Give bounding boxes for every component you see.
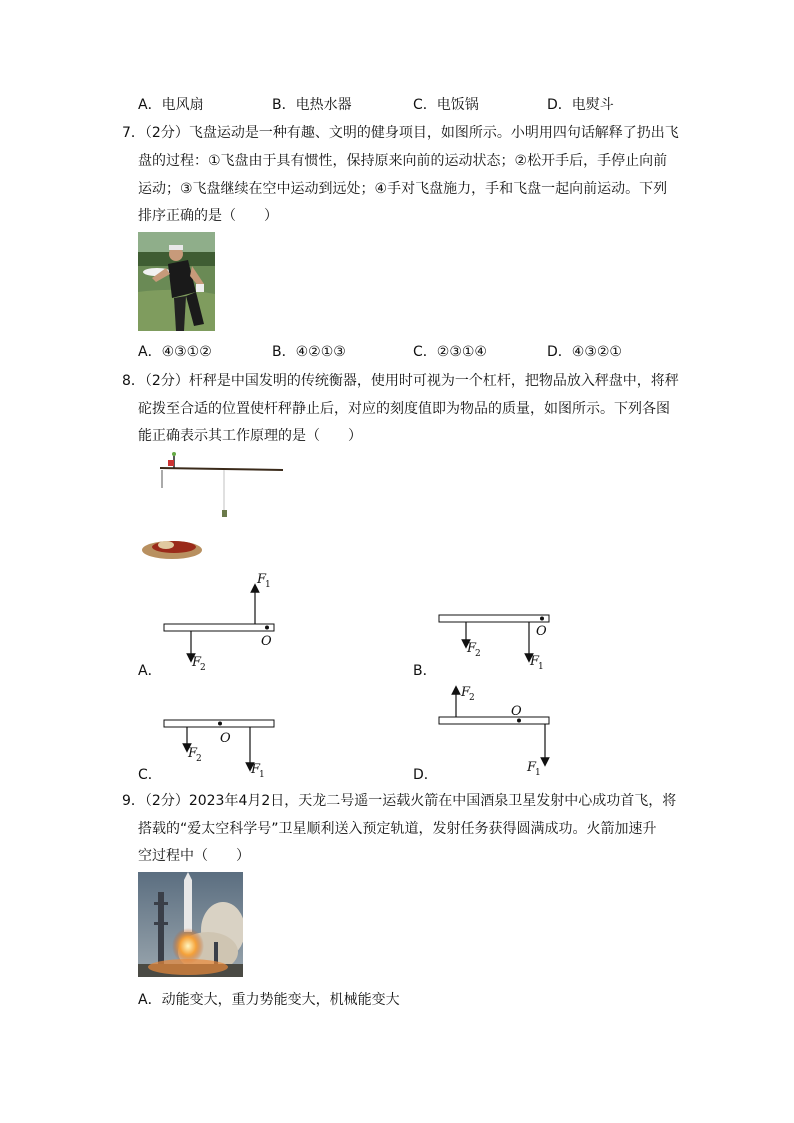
svg-text:2: 2	[200, 663, 206, 673]
lever-diagram-d	[435, 682, 560, 784]
q8-line-3: 能正确表示其工作原理的是（ ）	[138, 428, 362, 444]
steelyard-photo	[138, 450, 288, 568]
svg-text:2: 2	[196, 754, 202, 764]
lever-diagram-a	[160, 570, 280, 679]
pivot-label: O	[511, 704, 522, 719]
q7-line-1: 7．（2分）飞盘运动是一种有趣、文明的健身项目，如图所示。小明用四句话解释了扔出飞	[122, 125, 679, 141]
pivot-label: O	[220, 731, 231, 746]
force-label-f2: F	[188, 746, 198, 761]
force-label-f1: F	[530, 654, 540, 669]
svg-text:1: 1	[535, 768, 541, 778]
q9-line-3: 空过程中（ ）	[138, 848, 250, 864]
frisbee-photo	[138, 232, 215, 331]
lever-diagram-b	[435, 608, 560, 677]
q9-line-1: 9．（2分）2023年4月2日，天龙二号遥一运载火箭在中国酒泉卫星发射中心成功首飞，将	[122, 793, 677, 809]
pivot-label: O	[536, 624, 547, 639]
q7-option-c: C．②③①④	[413, 344, 487, 360]
q8-line-2: 砣拨至合适的位置使杆秤静止后，对应的刻度值即为物品的质量，如图所示。下列各图	[138, 401, 670, 417]
lever-diagram-c	[160, 712, 285, 784]
svg-text:1: 1	[538, 662, 544, 672]
q8-line-1: 8．（2分）杆秤是中国发明的传统衡器，使用时可视为一个杠杆，把物品放入秤盘中，将秤	[122, 373, 679, 389]
svg-text:1: 1	[259, 770, 265, 780]
rocket-launch-photo	[138, 872, 243, 977]
diagram-a-label: A．	[138, 663, 162, 679]
q9-option-a: A．动能变大，重力势能变大，机械能变大	[138, 992, 400, 1008]
q7-option-a: A．④③①②	[138, 344, 212, 360]
diagram-d-label: D．	[413, 767, 438, 783]
q7-option-d: D．④③②①	[547, 344, 622, 360]
q6-option-c: C．电饭锅	[413, 97, 479, 113]
force-label-f2: F	[192, 655, 202, 670]
q7-line-2: 盘的过程：①飞盘由于具有惯性，保持原来向前的运动状态；②松开手后，手停止向前	[138, 153, 668, 169]
svg-text:2: 2	[475, 649, 481, 659]
pivot-label: O	[261, 634, 272, 649]
q7-option-b: B．④②①③	[272, 344, 346, 360]
q7-line-3: 运动；③飞盘继续在空中运动到远处；④手对飞盘施力，手和飞盘一起向前运动。下列	[138, 181, 668, 197]
force-label-f2: F	[461, 685, 471, 700]
diagram-b-label: B．	[413, 663, 437, 679]
svg-text:1: 1	[265, 580, 271, 590]
q6-option-b: B．电热水器	[272, 97, 352, 113]
force-label-f2: F	[467, 641, 477, 656]
q9-line-2: 搭载的“爱太空科学号”卫星顺利送入预定轨道，发射任务获得圆满成功。火箭加速升	[138, 821, 657, 837]
q6-option-d: D．电熨斗	[547, 97, 614, 113]
svg-text:2: 2	[469, 693, 475, 703]
q6-option-a: A．电风扇	[138, 97, 204, 113]
force-label-f1: F	[251, 762, 261, 777]
diagram-c-label: C．	[138, 767, 162, 783]
q7-line-4: 排序正确的是（ ）	[138, 208, 278, 224]
force-label-f1: F	[527, 760, 537, 775]
force-label-f1: F	[257, 572, 267, 587]
